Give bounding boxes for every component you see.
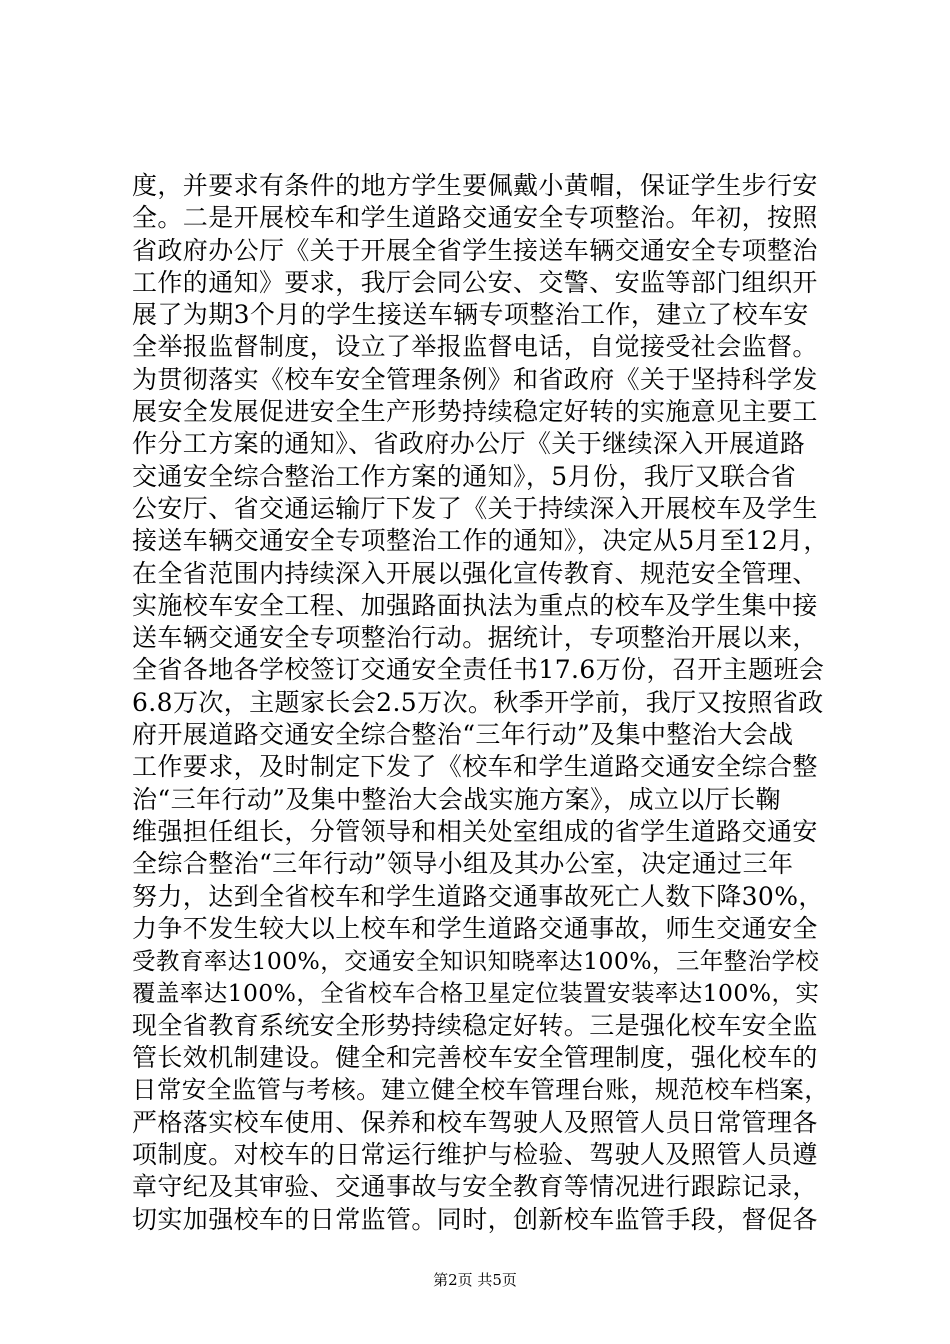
text-line: 在全省范围内持续深入开展以强化宣传教育、规范安全管理、: [132, 558, 818, 588]
text-line: 送车辆交通安全专项整治行动。据统计，专项整治开展以来，: [132, 623, 818, 653]
page-number-footer: 第2页 共5页: [433, 1271, 517, 1289]
text-line: 展了为期3个月的学生接送车辆专项整治工作，建立了校车安: [132, 300, 809, 330]
body-text: [132, 170, 832, 1236]
text-line: 交通安全综合整治工作方案的通知》，5月份，我厅又联合省: [132, 461, 797, 491]
text-line: 力争不发生较大以上校车和学生道路交通事故，师生交通安全: [132, 913, 818, 943]
text-line: 切实加强校车的日常监管。同时，创新校车监管手段，督促各: [132, 1204, 818, 1234]
text-line: 现全省教育系统安全形势持续稳定好转。三是强化校车安全监: [132, 1010, 818, 1040]
text-line: 维强担任组长，分管领导和相关处室组成的省学生道路交通安: [132, 816, 818, 846]
text-line: 项制度。对校车的日常运行维护与检验、驾驶人及照管人员遵: [132, 1139, 818, 1169]
text-line: 努力，达到全省校车和学生道路交通事故死亡人数下降30%，: [132, 881, 824, 911]
text-line: 展安全发展促进安全生产形势持续稳定好转的实施意见主要工: [132, 397, 818, 427]
text-line: 受教育率达100%，交通安全知识知晓率达100%，三年整治学校: [132, 947, 820, 976]
text-line: 作分工方案的通知》、省政府办公厅《关于继续深入开展道路: [132, 429, 806, 459]
text-line: 接送车辆交通安全专项整治工作的通知》，决定从5月至12月，: [132, 526, 829, 556]
text-line: 治“三年行动”及集中整治大会战实施方案》，成立以厅长鞠: [132, 784, 781, 814]
text-line: 全举报监督制度，设立了举报监督电话，自觉接受社会监督。: [132, 332, 818, 362]
text-line: 为贯彻落实《校车安全管理条例》和省政府《关于坚持科学发: [132, 364, 818, 394]
text-line: 管长效机制建设。健全和完善校车安全管理制度，强化校车的: [132, 1043, 818, 1073]
text-line: 严格落实校车使用、保养和校车驾驶人及照管人员日常管理各: [132, 1107, 818, 1137]
text-line: 府开展道路交通安全综合整治“三年行动”及集中整治大会战: [132, 720, 794, 750]
text-line: 省政府办公厅《关于开展全省学生接送车辆交通安全专项整治: [132, 235, 818, 265]
text-line: 公安厅、省交通运输厅下发了《关于持续深入开展校车及学生: [132, 493, 818, 523]
text-line: 全。二是开展校车和学生道路交通安全专项整治。年初，按照: [132, 203, 818, 233]
text-line: 6.8万次，主题家长会2.5万次。秋季开学前，我厅又按照省政: [132, 687, 824, 717]
text-line: 全省各地各学校签订交通安全责任书17.6万份，召开主题班会: [132, 655, 825, 685]
text-line: 全综合整治“三年行动”领导小组及其办公室，决定通过三年: [132, 849, 794, 879]
text-line: 覆盖率达100%，全省校车合格卫星定位装置安装率达100%，实: [132, 979, 820, 1008]
text-line: 章守纪及其审验、交通事故与安全教育等情况进行跟踪记录，: [132, 1172, 818, 1202]
text-line: 实施校车安全工程、加强路面执法为重点的校车及学生集中接: [132, 590, 818, 620]
text-line: 度，并要求有条件的地方学生要佩戴小黄帽，保证学生步行安: [132, 171, 818, 200]
text-line: 工作的通知》要求，我厅会同公安、交警、安监等部门组织开: [132, 267, 818, 297]
text-line: 工作要求，及时制定下发了《校车和学生道路交通安全综合整: [132, 752, 818, 782]
text-line: 日常安全监管与考核。建立健全校车管理台账，规范校车档案，: [132, 1075, 830, 1105]
